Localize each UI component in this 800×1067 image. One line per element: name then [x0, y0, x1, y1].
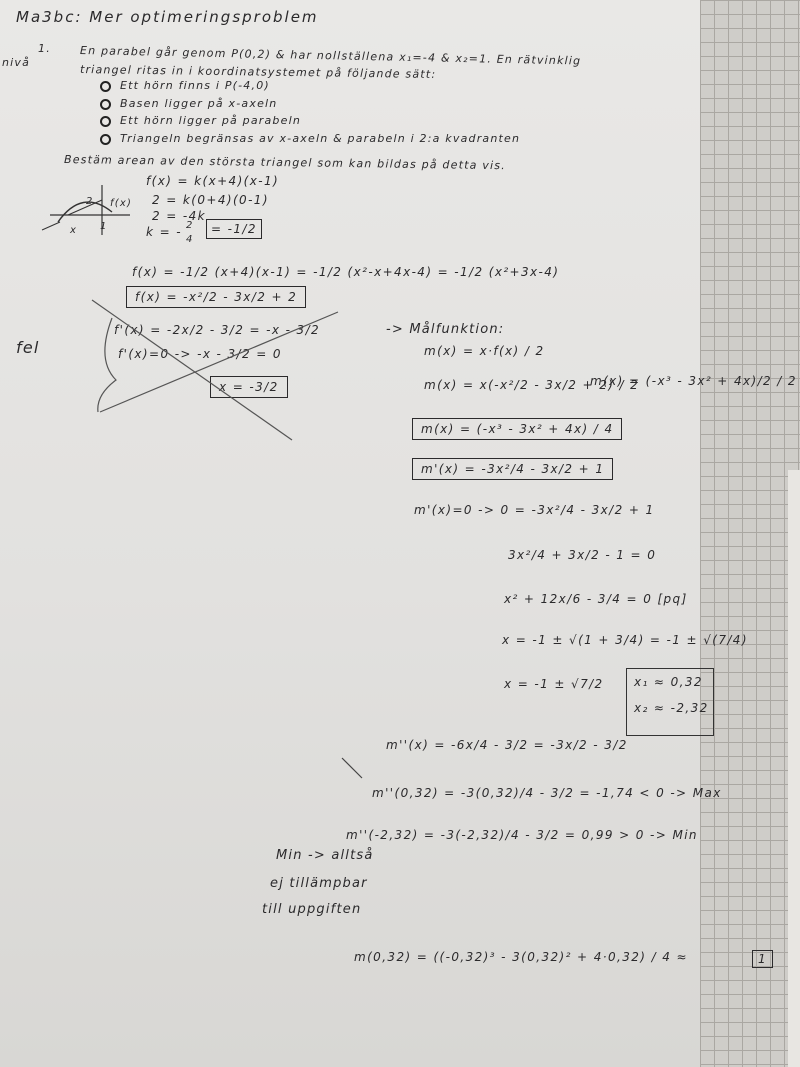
eq-frac-num: 2 [186, 220, 194, 231]
eq-line-5: f(x) = -1/2 (x+4)(x-1) = -1/2 (x²-x+4x-4) = -1/2 (x²+3x-4) [132, 265, 560, 279]
solve-step-5: x = -1 ± √7/2 [504, 677, 604, 691]
final-calculation: m(0,32) = ((-0,32)³ - 3(0,32)² + 4·0,32) / 4 ≈ [354, 950, 688, 964]
wrong-solve: f'(x)=0 -> -x - 3/2 = 0 [118, 347, 282, 361]
solve-step-3: x² + 12x/6 - 3/4 = 0 [pq] [504, 592, 688, 606]
sketch-label-1: 1 [100, 221, 108, 232]
solve-step-4: x = -1 ± √(1 + 3/4) = -1 ± √(7/4) [502, 633, 748, 647]
eq-line-3: 2 = -4k [152, 209, 207, 223]
eq-frac-den: 4 [186, 234, 194, 245]
sketch-label-fx: f(x) [110, 198, 133, 209]
margin-note: nivå [2, 56, 31, 69]
note-line-1: Min -> alltså [276, 848, 374, 863]
target-heading: -> Målfunktion: [386, 322, 505, 337]
eq-line-4: k = - [146, 225, 182, 239]
k-value-box: = -1/2 [206, 219, 262, 239]
bullet-item-4: Triangeln begränsas av x-axeln & parabeln i 2:a kvadranten [120, 132, 521, 145]
solve-step-2: 3x²/4 + 3x/2 - 1 = 0 [508, 548, 657, 562]
problem-line-1: En parabel går genom P(0,2) & har nollställena x₁=-4 & x₂=1. En rätvinklig [79, 44, 582, 68]
second-derivative-min: m''(-2,32) = -3(-2,32)/4 - 3/2 = 0,99 > 0 -> Min [346, 828, 698, 842]
margin-fel: fel [16, 338, 40, 357]
root-2: x₂ ≈ -2,32 [634, 701, 709, 715]
mprime-box: m'(x) = -3x²/4 - 3x/2 + 1 [412, 458, 613, 480]
eq-line-1: f(x) = k(x+4)(x-1) [146, 174, 280, 188]
target-side-eq: m(x) = (-x³ - 3x² + 4x)/2 / 2 [590, 374, 797, 388]
bullet-item-1: Ett hörn finns i P(-4,0) [120, 79, 270, 92]
target-eq-2: m(x) = x(-x²/2 - 3x/2 + 2) / 2 [424, 378, 640, 392]
page-title: Ma3bc: Mer optimeringsproblem [16, 8, 319, 26]
sketch-label-x: x [70, 225, 78, 236]
problem-number: 1. [38, 42, 51, 55]
sketch-label-2: 2 [86, 196, 94, 207]
eq-line-2: 2 = k(0+4)(0-1) [152, 193, 269, 207]
mx-box: m(x) = (-x³ - 3x² + 4x) / 4 [412, 418, 622, 440]
wrong-result-box: x = -3/2 [210, 376, 288, 398]
second-derivative: m''(x) = -6x/4 - 3/2 = -3x/2 - 3/2 [386, 738, 628, 752]
bullet-item-3: Ett hörn ligger på parabeln [120, 114, 302, 127]
final-answer-box: 1 [752, 950, 773, 968]
wrong-derivative: f'(x) = -2x/2 - 3/2 = -x - 3/2 [114, 323, 321, 337]
fx-result-box: f(x) = -x²/2 - 3x/2 + 2 [126, 286, 306, 308]
bullet-item-2: Basen ligger på x-axeln [120, 97, 278, 110]
problem-line-2: triangel ritas in i koordinatsystemet på följande sätt: [79, 63, 437, 81]
task-text: Bestäm arean av den största triangel som kan bildas på detta vis. [63, 153, 506, 173]
target-eq-1: m(x) = x·f(x) / 2 [424, 344, 545, 358]
solve-step-1: m'(x)=0 -> 0 = -3x²/4 - 3x/2 + 1 [414, 503, 655, 517]
root-1: x₁ ≈ 0,32 [634, 675, 703, 689]
note-line-2: ej tillämpbar [270, 876, 368, 891]
second-derivative-max: m''(0,32) = -3(0,32)/4 - 3/2 = -1,74 < 0 -> Max [372, 786, 722, 800]
note-line-3: till uppgiften [262, 902, 362, 917]
